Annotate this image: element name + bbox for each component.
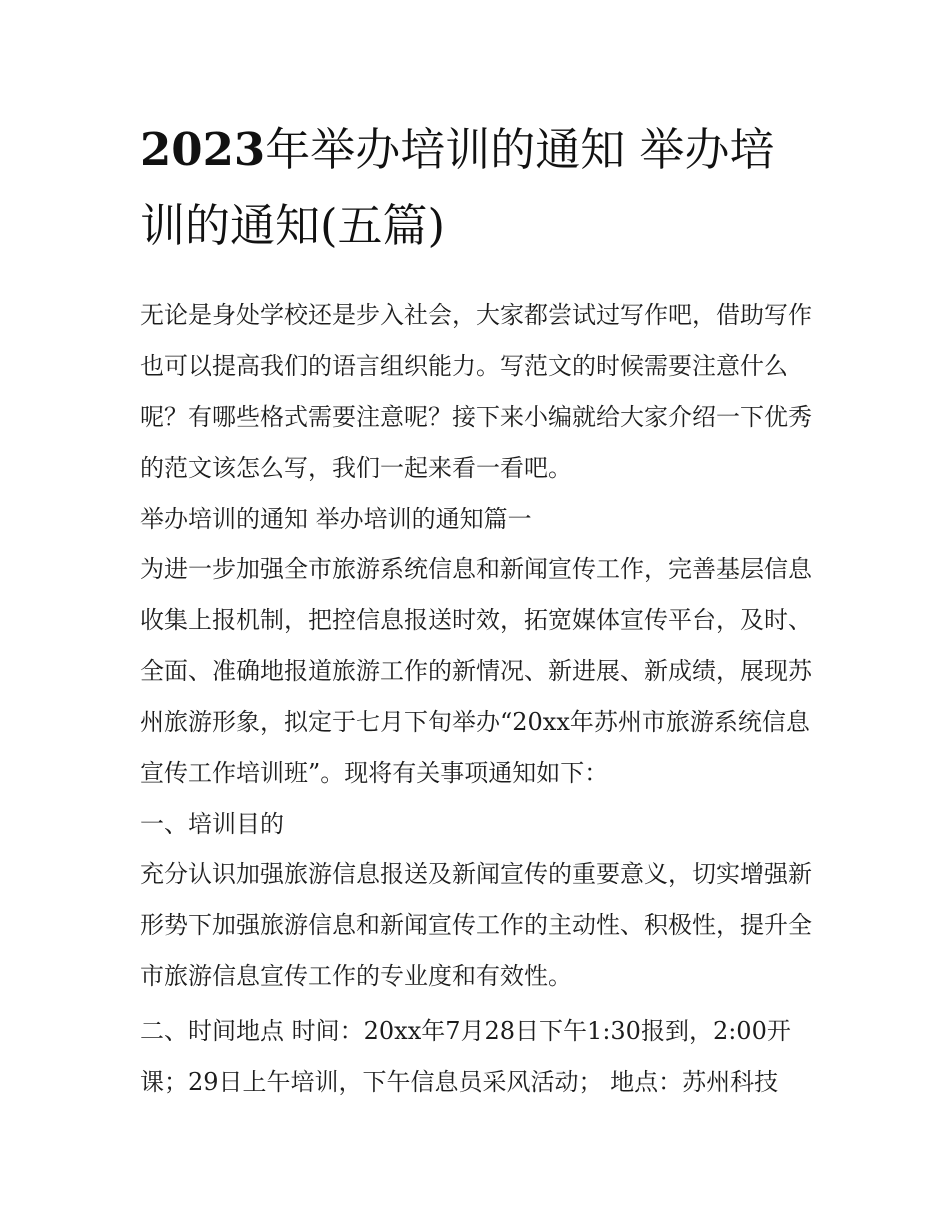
section-heading-purpose: 一、培训目的 [140, 810, 284, 838]
time-location-paragraph: 二、时间地点 时间：20xx年7月28日下午1:30报到，2:00开课；29日上午培训，下午信息员采风活动； 地点：苏州科技 [140, 1017, 791, 1096]
document-title [140, 112, 812, 264]
notice-paragraph: 为进一步加强全市旅游系统信息和新闻宣传工作，完善基层信息收集上报机制，把控信息报送时效，拓宽媒体宣传平台，及时、全面、准确地报道旅游工作的新情况、新进展、新成绩，展现苏州旅游形象，拟定于七月下旬举办“20xx年苏州市旅游系统信息宣传工作培训班”。现将有关事项通知如下： [140, 555, 812, 787]
intro-paragraph: 无论是身处学校还是步入社会，大家都尝试过写作吧，借助写作也可以提高我们的语言组织能力。写范文的时候需要注意什么呢？有哪些格式需要注意呢？接下来小编就给大家介绍一下优秀的范文该怎么写，我们一起来看一看吧。 [140, 301, 812, 482]
purpose-paragraph: 充分认识加强旅游信息报送及新闻宣传的重要意义，切实增强新形势下加强旅游信息和新闻宣传工作的主动性、积极性，提升全市旅游信息宣传工作的专业度和有效性。 [140, 860, 812, 990]
section-heading-part-one: 举办培训的通知 举办培训的通知篇一 [140, 505, 532, 533]
title-year: 2023 [140, 123, 266, 176]
document-body [140, 290, 812, 1108]
title-text: 年举办培训的通知 举办培训的通知(五篇) [140, 123, 775, 252]
document-page [140, 112, 812, 1108]
